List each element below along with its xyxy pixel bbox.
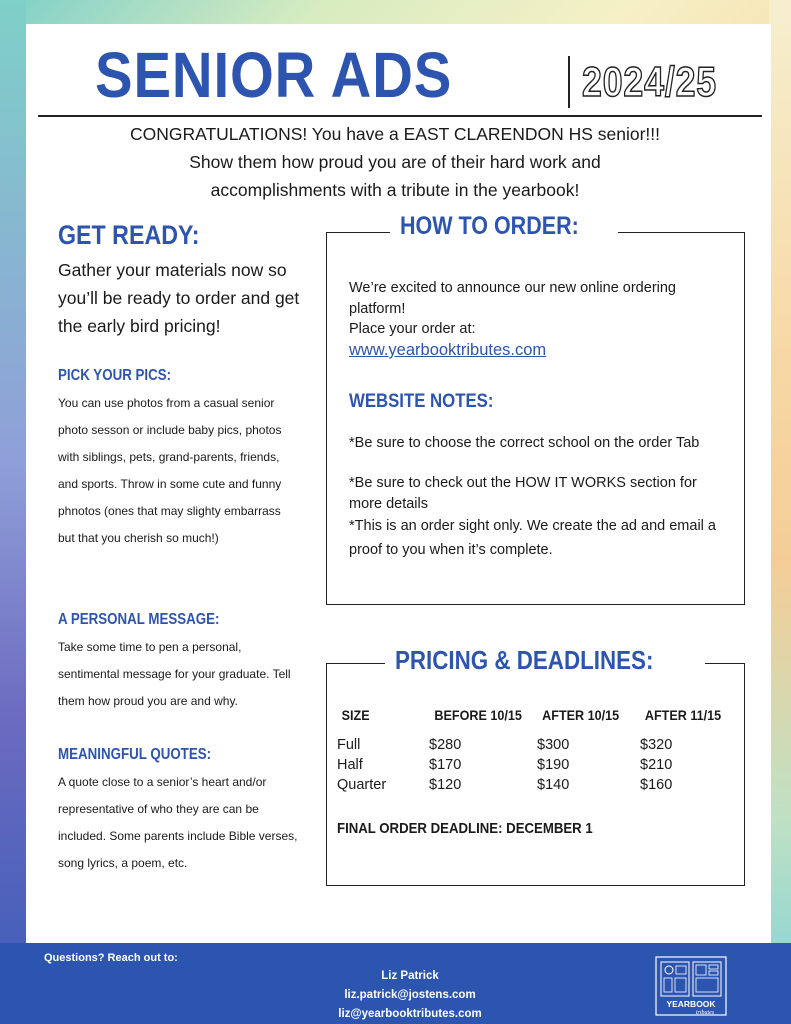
contact-email-1[interactable]: liz.patrick@jostens.com (344, 989, 476, 1001)
personal-message-body: Take some time to pen a personal, sentimental message for your graduate. Tell them how proud you are and why. (58, 640, 291, 708)
table-row (337, 755, 737, 775)
order-intro: We’re excited to announce our new online ordering platform! (349, 280, 676, 317)
price-cell: $160 (640, 777, 673, 793)
col-header-after-1115: AFTER 11/15 (644, 707, 722, 723)
price-cell: $300 (537, 737, 570, 753)
pricing-header-row (337, 705, 737, 735)
contact-block (300, 967, 520, 1024)
page-title: SENIOR ADS (95, 39, 453, 111)
order-place-label: Place your order at: (349, 321, 476, 337)
gradient-border-left (0, 0, 26, 1024)
personal-message-heading: A PERSONAL MESSAGE: (58, 611, 220, 628)
website-note-2: *Be sure to check out the HOW IT WORKS section for more details (349, 475, 697, 512)
get-ready-heading: GET READY: (58, 220, 200, 250)
quotes-heading: MEANINGFUL QUOTES: (58, 746, 212, 763)
yearbook-tributes-logo-icon (655, 956, 727, 1016)
pricing-table (337, 705, 737, 795)
contact-email-2[interactable]: liz@yearbooktributes.com (338, 1008, 482, 1020)
year-label: 2024/25 (582, 58, 718, 105)
intro-line-3: accomplishments with a tribute in the yearbook! (210, 180, 580, 200)
pricing-heading (385, 645, 705, 676)
website-notes-heading: WEBSITE NOTES: (349, 390, 494, 412)
price-cell: $320 (640, 737, 673, 753)
col-header-size: SIZE (341, 707, 370, 723)
contact-name: Liz Patrick (381, 970, 439, 982)
how-to-order-heading (390, 212, 618, 241)
order-website-link[interactable]: www.yearbooktributes.com (349, 341, 547, 359)
price-cell: $120 (429, 777, 462, 793)
logo-script: tributes (695, 1010, 715, 1016)
price-cell: $140 (537, 777, 570, 793)
size-cell: Quarter (337, 777, 387, 793)
questions-label: Questions? Reach out to: (44, 952, 178, 964)
gradient-border-right (769, 0, 791, 1024)
title-rule (38, 115, 762, 117)
intro-line-2: Show them how proud you are of their hard work and (189, 152, 601, 172)
final-deadline: FINAL ORDER DEADLINE: DECEMBER 1 (337, 820, 593, 837)
intro-text (60, 120, 730, 204)
how-to-order-heading-text: HOW TO ORDER: (400, 212, 579, 240)
logo-text: YEARBOOK (666, 999, 716, 1009)
price-cell: $190 (537, 757, 570, 773)
intro-line-1: CONGRATULATIONS! You have a EAST CLARENDON HS senior!!! (129, 124, 661, 144)
table-row (337, 775, 737, 795)
price-cell: $210 (640, 757, 673, 773)
price-cell: $280 (429, 737, 462, 753)
col-header-after-1015: AFTER 10/15 (542, 707, 620, 723)
size-cell: Full (337, 737, 361, 753)
quotes-body: A quote close to a senior’s heart and/or representative of who they are can be included. Some parents include Bible verses, song lyrics, a poem, etc. (58, 775, 298, 870)
pick-pics-heading: PICK YOUR PICS: (58, 367, 172, 384)
title-divider (568, 56, 570, 108)
website-note-1: *Be sure to choose the correct school on the order Tab (349, 435, 700, 451)
table-row (337, 735, 737, 755)
order-link-wrap (349, 340, 719, 362)
size-cell: Half (337, 757, 363, 773)
footer-bar (0, 943, 791, 1024)
pick-pics-body: You can use photos from a casual senior photo sesson or include baby pics, photos with siblings, pets, grand-parents, friends, and sports. Throw in some cute and funny phnotos (ones that may slighty embarrass but that you cherish so much!) (58, 396, 282, 545)
pricing-heading-text: PRICING & DEADLINES: (395, 645, 654, 675)
price-cell: $170 (429, 757, 462, 773)
website-note-3: *This is an order sight only. We create the ad and email a proof to you when it’s complete. (349, 518, 716, 558)
get-ready-body: Gather your materials now so you’ll be ready to order and get the early bird pricing! (58, 260, 300, 336)
col-header-before: BEFORE 10/15 (434, 707, 522, 723)
